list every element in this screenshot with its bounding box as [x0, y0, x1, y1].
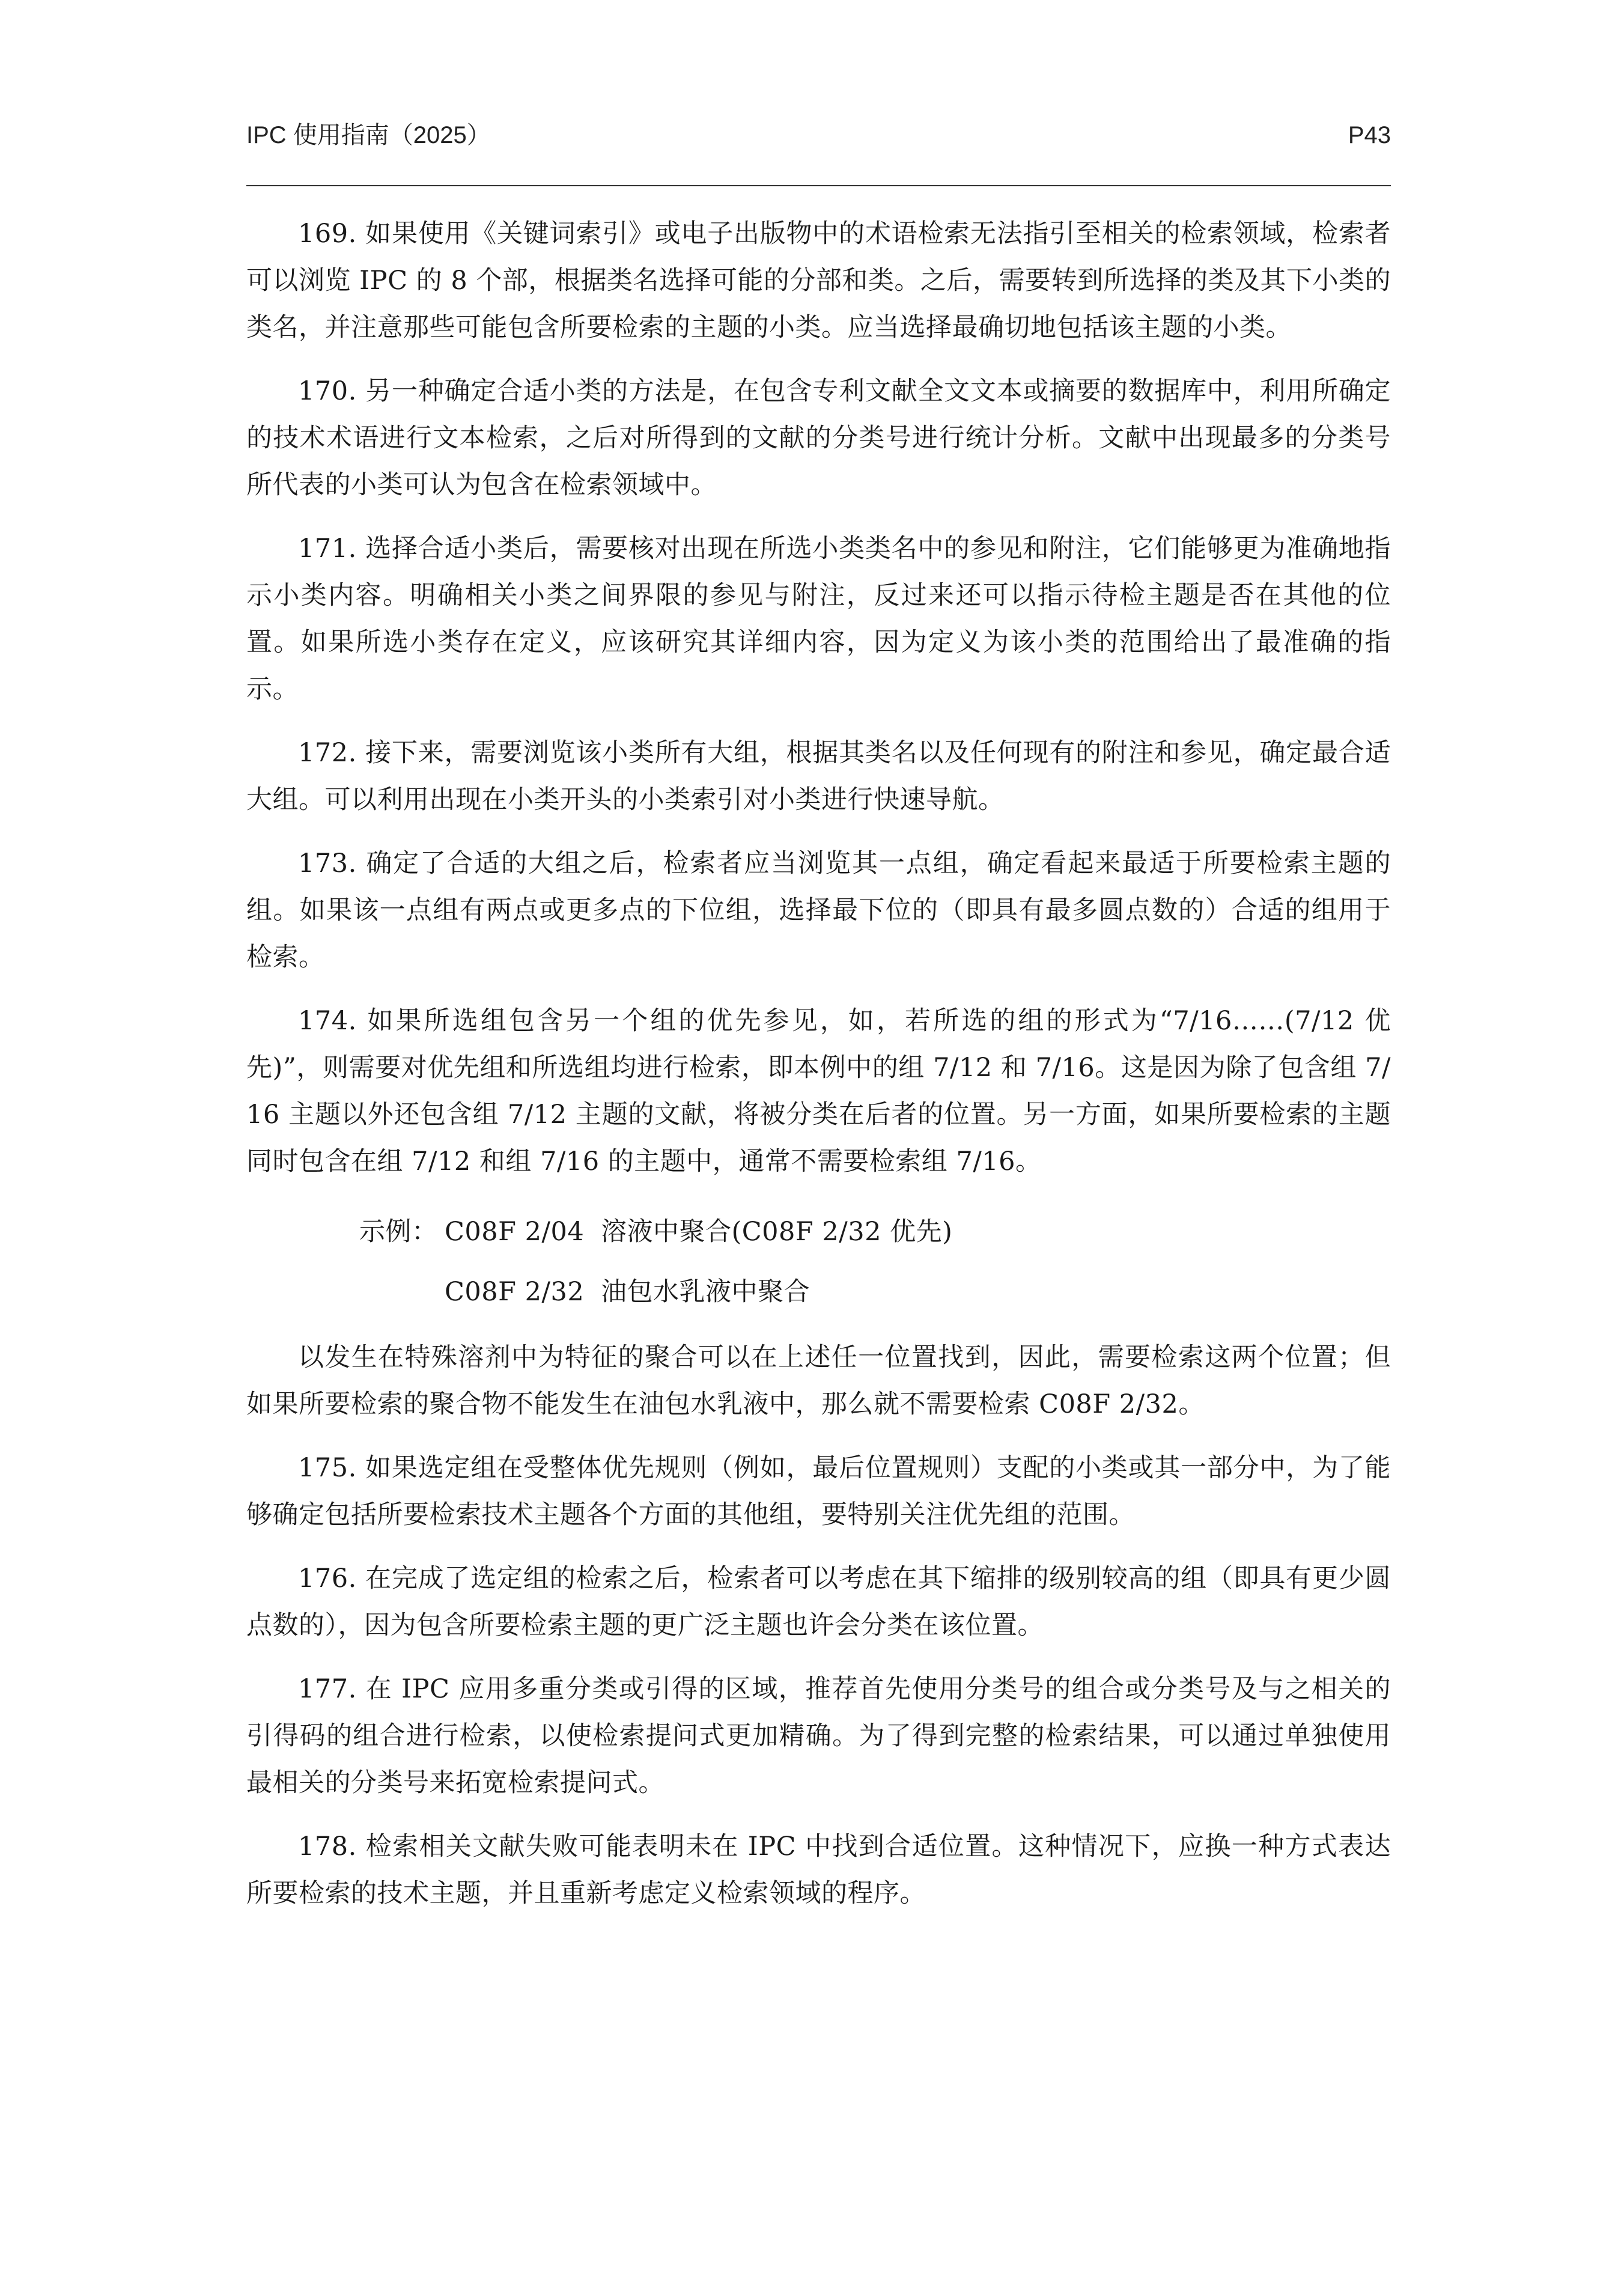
header-title: IPC 使用指南（2025） — [246, 122, 491, 148]
paragraph-172: 172. 接下来，需要浏览该小类所有大组，根据其类名以及任何现有的附注和参见，确定最合适大组。可以利用出现在小类开头的小类索引对小类进行快速导航。 — [246, 738, 1391, 815]
header-divider — [246, 185, 1391, 186]
paragraph-170: 170. 另一种确定合适小类的方法是，在包含专利文献全文文本或摘要的数据库中，利用所确定的技术术语进行文本检索，之后对所得到的文献的分类号进行统计分析。文献中出现最多的分类号所代表的小类可认为包含在检索领域中。 — [246, 376, 1391, 500]
paragraph-173: 173. 确定了合适的大组之后，检索者应当浏览其一点组，确定看起来最适于所要检索主题的组。如果该一点组有两点或更多点的下位组，选择最下位的（即具有最多圆点数的）合适的组用于检索。 — [246, 848, 1391, 972]
example-description: 油包水乳液中聚合 — [601, 1277, 810, 1307]
example-code: C08F 2/04 — [445, 1217, 585, 1247]
example-code: C08F 2/32 — [445, 1277, 585, 1307]
paragraph-177: 177. 在 IPC 应用多重分类或引得的区域，推荐首先使用分类号的组合或分类号及与之相关的引得码的组合进行检索，以使检索提问式更加精确。为了得到完整的检索结果，可以通过单独使用最相关的分类号来拓宽检索提问式。 — [246, 1674, 1391, 1798]
paragraph-171: 171. 选择合适小类后，需要核对出现在所选小类类名中的参见和附注，它们能够更为准确地指示小类内容。明确相关小类之间界限的参见与附注，反过来还可以指示待检主题是否在其他的位置。如果所选小类存在定义，应该研究其详细内容，因为定义为该小类的范围给出了最准确的指示。 — [246, 534, 1391, 704]
paragraph-176: 176. 在完成了选定组的检索之后，检索者可以考虑在其下缩排的级别较高的组（即具有更少圆点数的），因为包含所要检索主题的更广泛主题也许会分类在该位置。 — [246, 1564, 1391, 1640]
paragraph-175: 175. 如果选定组在受整体优先规则（例如，最后位置规则）支配的小类或其一部分中，为了能够确定包括所要检索技术主题各个方面的其他组，要特别关注优先组的范围。 — [246, 1453, 1391, 1530]
example-row — [246, 1262, 1391, 1322]
document-body — [246, 210, 1391, 1934]
example-description: 溶液中聚合(C08F 2/32 优先) — [601, 1217, 953, 1247]
example-row — [246, 1202, 1391, 1262]
paragraph-178: 178. 检索相关文献失败可能表明未在 IPC 中找到合适位置。这种情况下，应换一种方式表达所要检索的技术主题，并且重新考虑定义检索领域的程序。 — [246, 1832, 1391, 1908]
paragraph-174-note: 以发生在特殊溶剂中为特征的聚合可以在上述任一位置找到，因此，需要检索这两个位置；但如果所要检索的聚合物不能发生在油包水乳液中，那么就不需要检索 C08F 2/32。 — [246, 1342, 1391, 1419]
example-label: 示例： — [359, 1217, 438, 1247]
paragraph-169: 169. 如果使用《关键词索引》或电子出版物中的术语检索无法指引至相关的检索领域，检索者可以浏览 IPC 的 8 个部，根据类名选择可能的分部和类。之后，需要转到所选择的类及其下小类的类名，并注意那些可能包含所要检索的主题的小类。应当选择最确切地包括该主题的小类。 — [246, 219, 1391, 343]
paragraph-174: 174. 如果所选组包含另一个组的优先参见，如，若所选的组的形式为“7/16……(7/12 优先)”，则需要对优先组和所选组均进行检索，即本例中的组 7/12 和 7/16。这是因为除了包含组 7/16 主题以外还包含组 7/12 主题的文献，将被分类在后者的位置。另一方面，如果所要检索的主题同时包含在组 7/12 和组 7/16 的主题中，通常不需要检索组 7/16。 — [246, 1006, 1391, 1177]
page-number: P43 — [1348, 122, 1391, 148]
page-header — [246, 114, 1391, 156]
